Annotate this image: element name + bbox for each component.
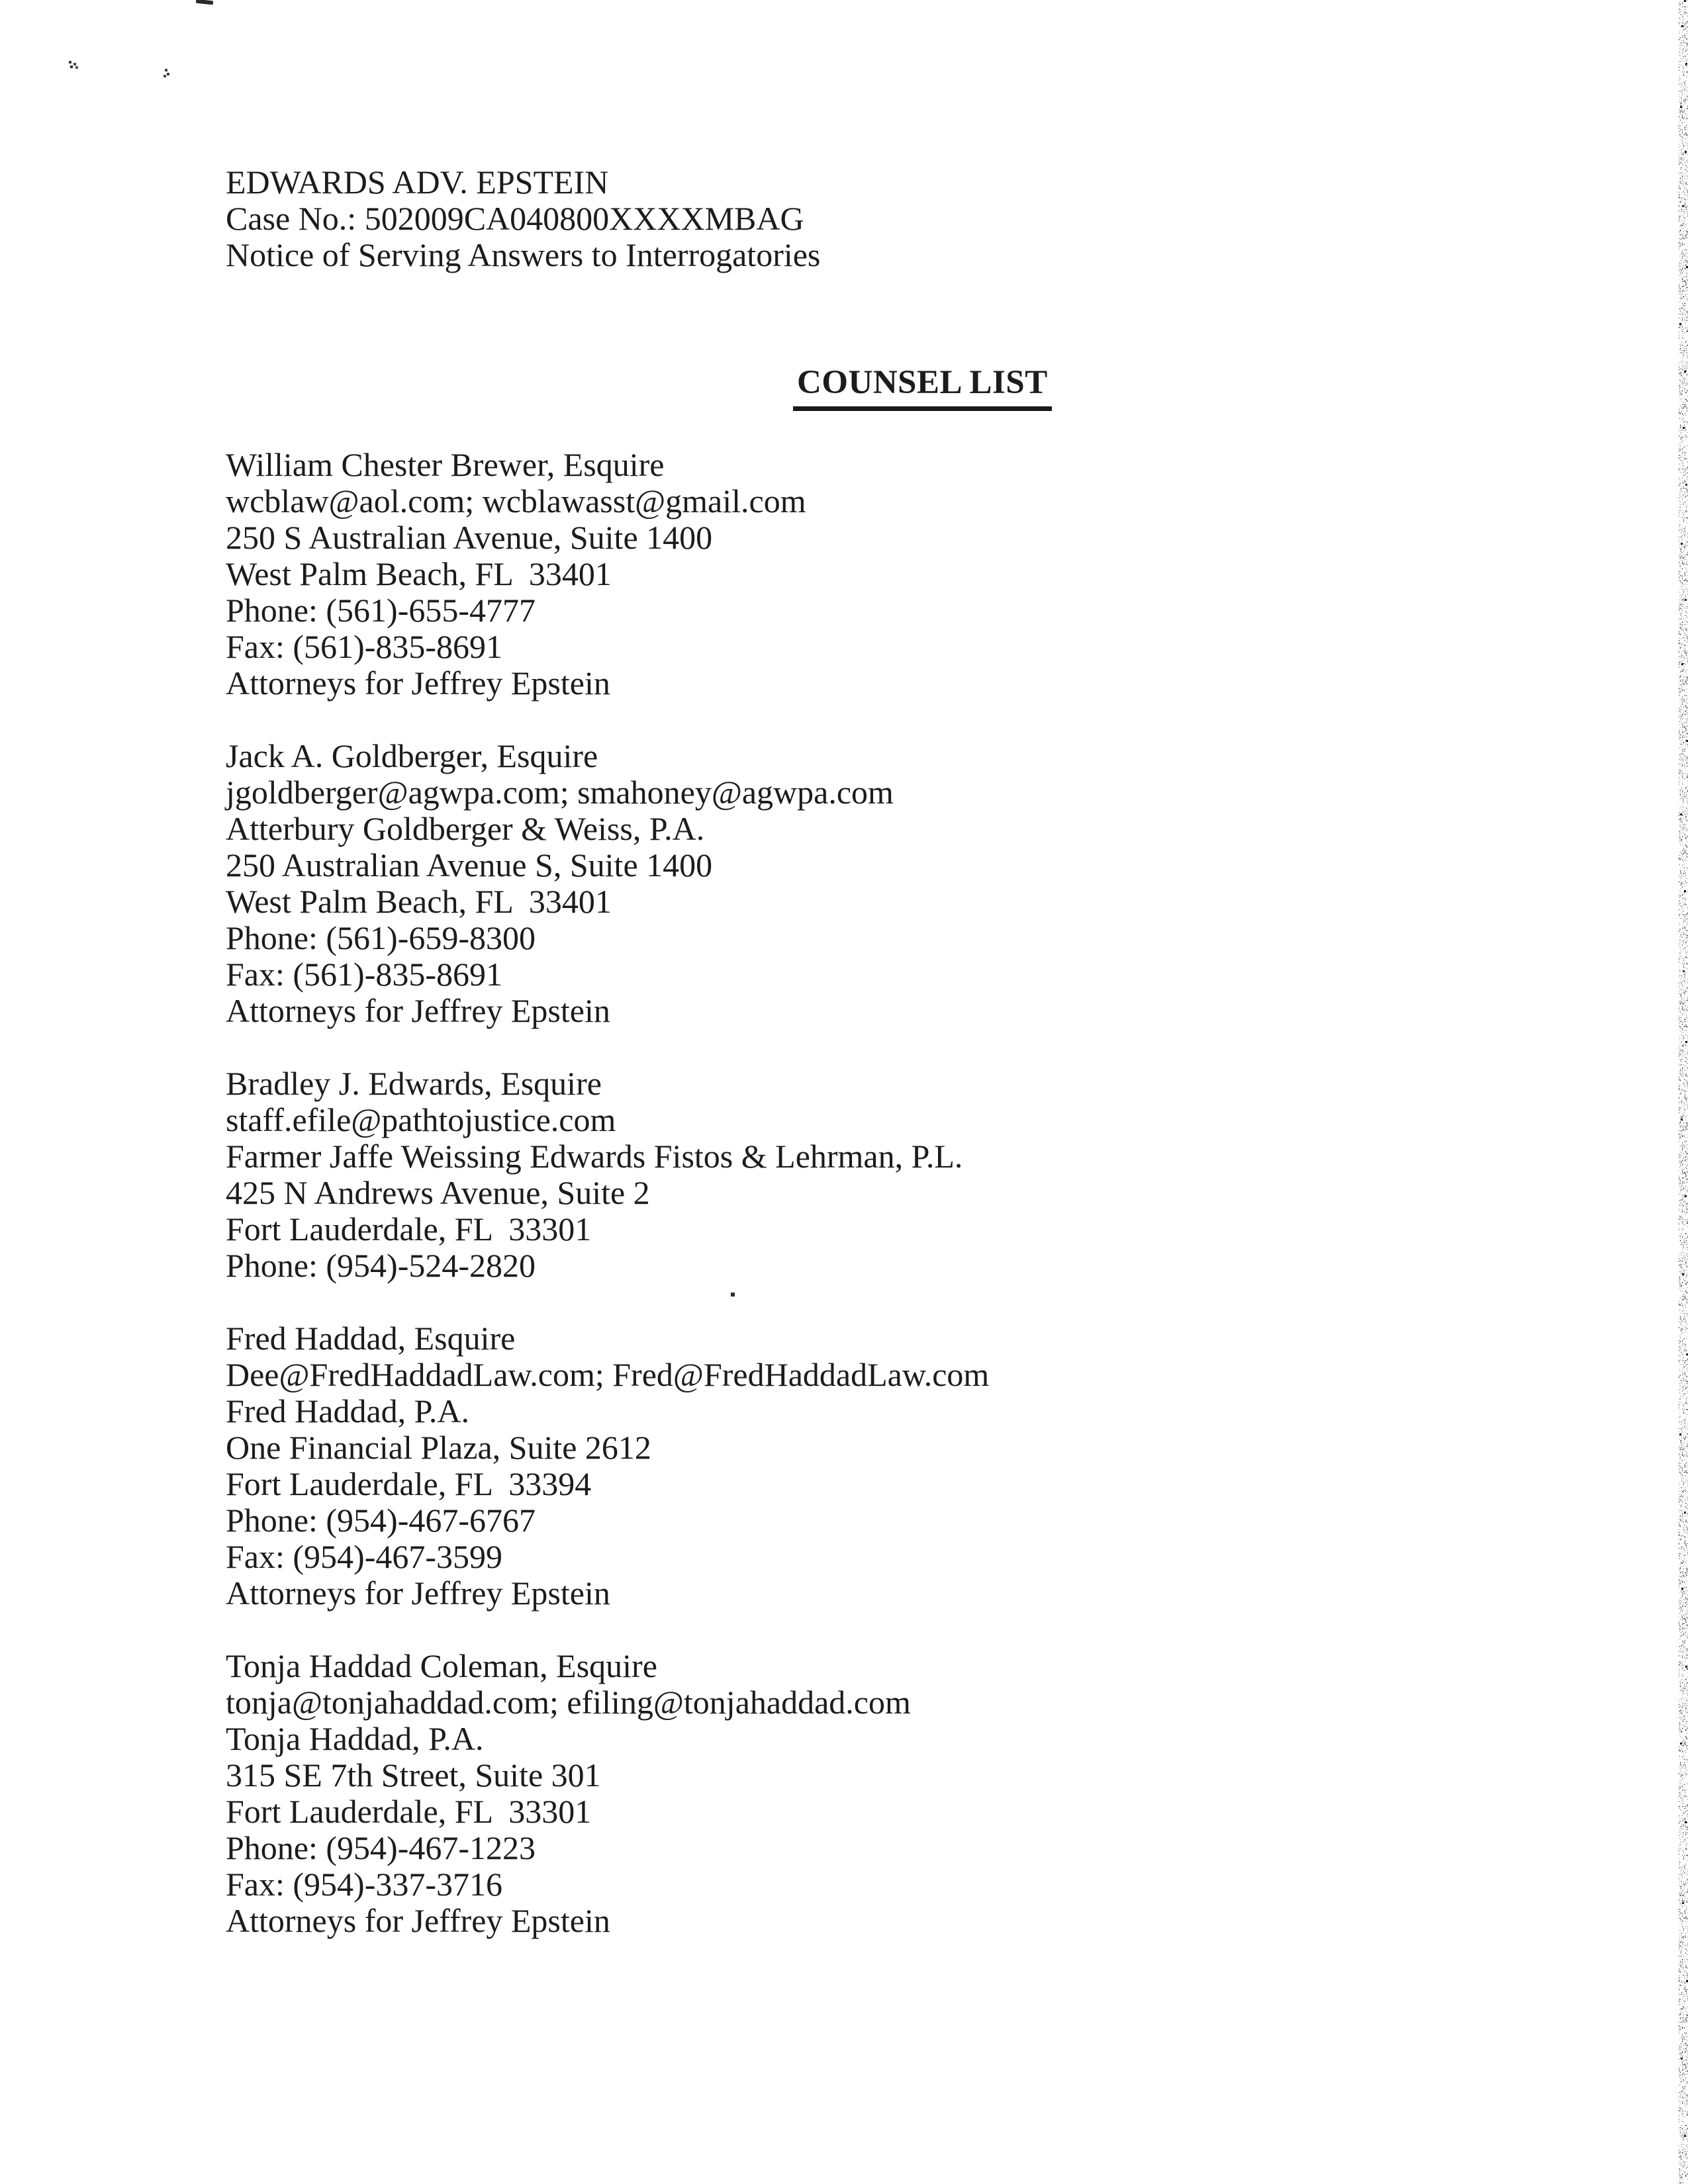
counsel-fax: Fax: (954)-467-3599 bbox=[226, 1538, 502, 1575]
counsel-role: Attorneys for Jeffrey Epstein bbox=[226, 992, 610, 1029]
case-number: Case No.: 502009CA040800XXXXMBAG bbox=[226, 200, 804, 237]
counsel-address: 250 S Australian Avenue, Suite 1400 bbox=[226, 519, 713, 556]
scan-noise-dots bbox=[1684, 0, 1686, 2]
counsel-block-brewer bbox=[226, 447, 989, 702]
counsel-name: William Chester Brewer, Esquire bbox=[226, 446, 665, 483]
counsel-name: Tonja Haddad Coleman, Esquire bbox=[226, 1647, 657, 1684]
counsel-email: staff.efile@pathtojustice.com bbox=[226, 1101, 616, 1138]
counsel-fax: Fax: (954)-337-3716 bbox=[226, 1866, 502, 1903]
counsel-address: One Financial Plaza, Suite 2612 bbox=[226, 1429, 651, 1466]
counsel-name: Bradley J. Edwards, Esquire bbox=[226, 1065, 602, 1102]
counsel-phone: Phone: (954)-467-6767 bbox=[226, 1502, 536, 1539]
counsel-city-state-zip: West Palm Beach, FL 33401 bbox=[226, 883, 612, 920]
counsel-firm: Farmer Jaffe Weissing Edwards Fistos & Lehrman, P.L. bbox=[226, 1138, 963, 1175]
counsel-phone: Phone: (561)-659-8300 bbox=[226, 919, 536, 956]
scan-noise-strip bbox=[1679, 0, 1688, 2184]
counsel-role: Attorneys for Jeffrey Epstein bbox=[226, 1574, 610, 1612]
counsel-phone: Phone: (954)-524-2820 bbox=[226, 1247, 536, 1284]
counsel-fax: Fax: (561)-835-8691 bbox=[226, 628, 502, 665]
case-header bbox=[226, 164, 820, 273]
scan-speck-top-edge bbox=[196, 0, 213, 5]
counsel-phone: Phone: (954)-467-1223 bbox=[226, 1829, 536, 1866]
document-type: Notice of Serving Answers to Interrogatories bbox=[226, 236, 821, 273]
counsel-email: Dee@FredHaddadLaw.com; Fred@FredHaddadLaw.com bbox=[226, 1356, 990, 1393]
page-title-wrap bbox=[793, 363, 1052, 411]
counsel-block-haddad-coleman bbox=[226, 1648, 989, 1939]
counsel-address: 250 Australian Avenue S, Suite 1400 bbox=[226, 846, 713, 884]
case-caption: EDWARDS ADV. EPSTEIN bbox=[226, 163, 609, 201]
counsel-firm: Fred Haddad, P.A. bbox=[226, 1392, 470, 1430]
counsel-fax: Fax: (561)-835-8691 bbox=[226, 956, 502, 993]
counsel-city-state-zip: Fort Lauderdale, FL 33394 bbox=[226, 1465, 592, 1502]
counsel-list bbox=[226, 447, 989, 1976]
scan-speck-top-left-2 bbox=[165, 69, 167, 71]
counsel-role: Attorneys for Jeffrey Epstein bbox=[226, 664, 610, 702]
counsel-email: tonja@tonjahaddad.com; efiling@tonjahaddad.com bbox=[226, 1684, 911, 1721]
page-title: COUNSEL LIST bbox=[793, 363, 1052, 411]
counsel-block-goldberger bbox=[226, 738, 989, 1029]
counsel-name: Jack A. Goldberger, Esquire bbox=[226, 737, 598, 774]
counsel-firm: Tonja Haddad, P.A. bbox=[226, 1720, 484, 1757]
counsel-address: 425 N Andrews Avenue, Suite 2 bbox=[226, 1174, 650, 1211]
counsel-address: 315 SE 7th Street, Suite 301 bbox=[226, 1756, 601, 1794]
counsel-city-state-zip: Fort Lauderdale, FL 33301 bbox=[226, 1210, 592, 1248]
counsel-block-edwards bbox=[226, 1066, 989, 1284]
counsel-city-state-zip: Fort Lauderdale, FL 33301 bbox=[226, 1793, 592, 1830]
counsel-name: Fred Haddad, Esquire bbox=[226, 1320, 516, 1357]
counsel-email: wcblaw@aol.com; wcblawasst@gmail.com bbox=[226, 482, 806, 520]
counsel-firm: Atterbury Goldberger & Weiss, P.A. bbox=[226, 810, 705, 847]
scan-speck-top-left-1 bbox=[69, 61, 71, 64]
counsel-role: Attorneys for Jeffrey Epstein bbox=[226, 1902, 610, 1939]
counsel-email: jgoldberger@agwpa.com; smahoney@agwpa.com bbox=[226, 774, 894, 811]
counsel-block-haddad bbox=[226, 1320, 989, 1612]
counsel-phone: Phone: (561)-655-4777 bbox=[226, 592, 536, 629]
counsel-city-state-zip: West Palm Beach, FL 33401 bbox=[226, 555, 612, 592]
